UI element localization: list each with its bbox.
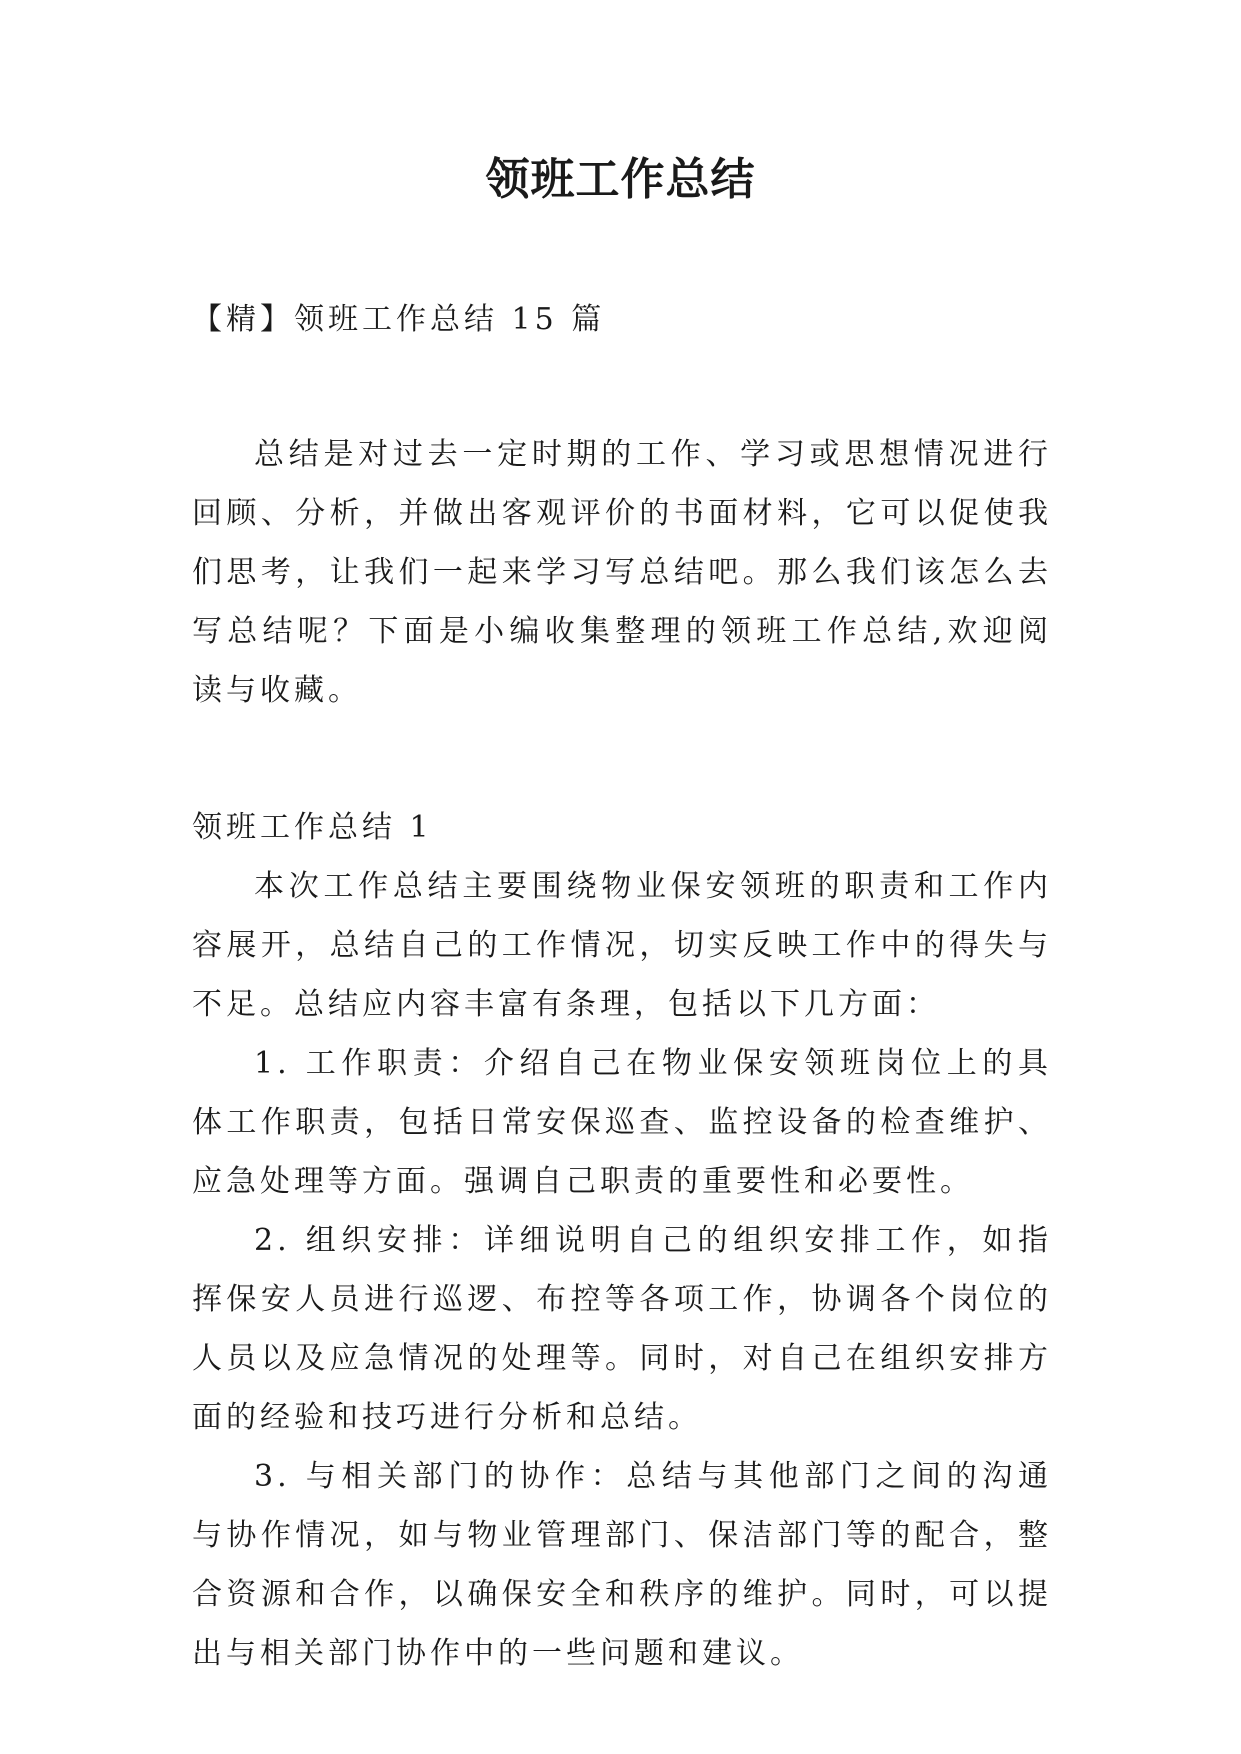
section-heading: 领班工作总结 1	[192, 810, 433, 845]
intro-paragraph: 总结是对过去一定时期的工作、学习或思想情况进行回顾、分析，并做出客观评价的书面材料，它可以促使我们思考，让我们一起来学习写总结吧。那么我们该怎么去写总结呢？下面是小编收集整理的领班工作总结,欢迎阅读与收藏。	[192, 437, 1052, 708]
document-subtitle: 【精】领班工作总结 15 篇	[192, 302, 606, 337]
body-paragraph-duties: 1. 工作职责：介绍自己在物业保安领班岗位上的具体工作职责，包括日常安保巡查、监控设备的检查维护、应急处理等方面。强调自己职责的重要性和必要性。	[192, 1046, 1052, 1199]
document-body	[192, 290, 1052, 1683]
body-paragraph-organization: 2. 组织安排：详细说明自己的组织安排工作，如指挥保安人员进行巡逻、布控等各项工作，协调各个岗位的人员以及应急情况的处理等。同时，对自己在组织安排方面的经验和技巧进行分析和总结。	[192, 1223, 1052, 1435]
body-paragraph: 本次工作总结主要围绕物业保安领班的职责和工作内容展开，总结自己的工作情况，切实反映工作中的得失与不足。总结应内容丰富有条理，包括以下几方面：	[192, 869, 1052, 1022]
document-title: 领班工作总结	[485, 154, 756, 205]
body-paragraph-cooperation: 3. 与相关部门的协作：总结与其他部门之间的沟通与协作情况，如与物业管理部门、保洁部门等的配合，整合资源和合作，以确保安全和秩序的维护。同时，可以提出与相关部门协作中的一些问题和建议。	[192, 1459, 1052, 1671]
